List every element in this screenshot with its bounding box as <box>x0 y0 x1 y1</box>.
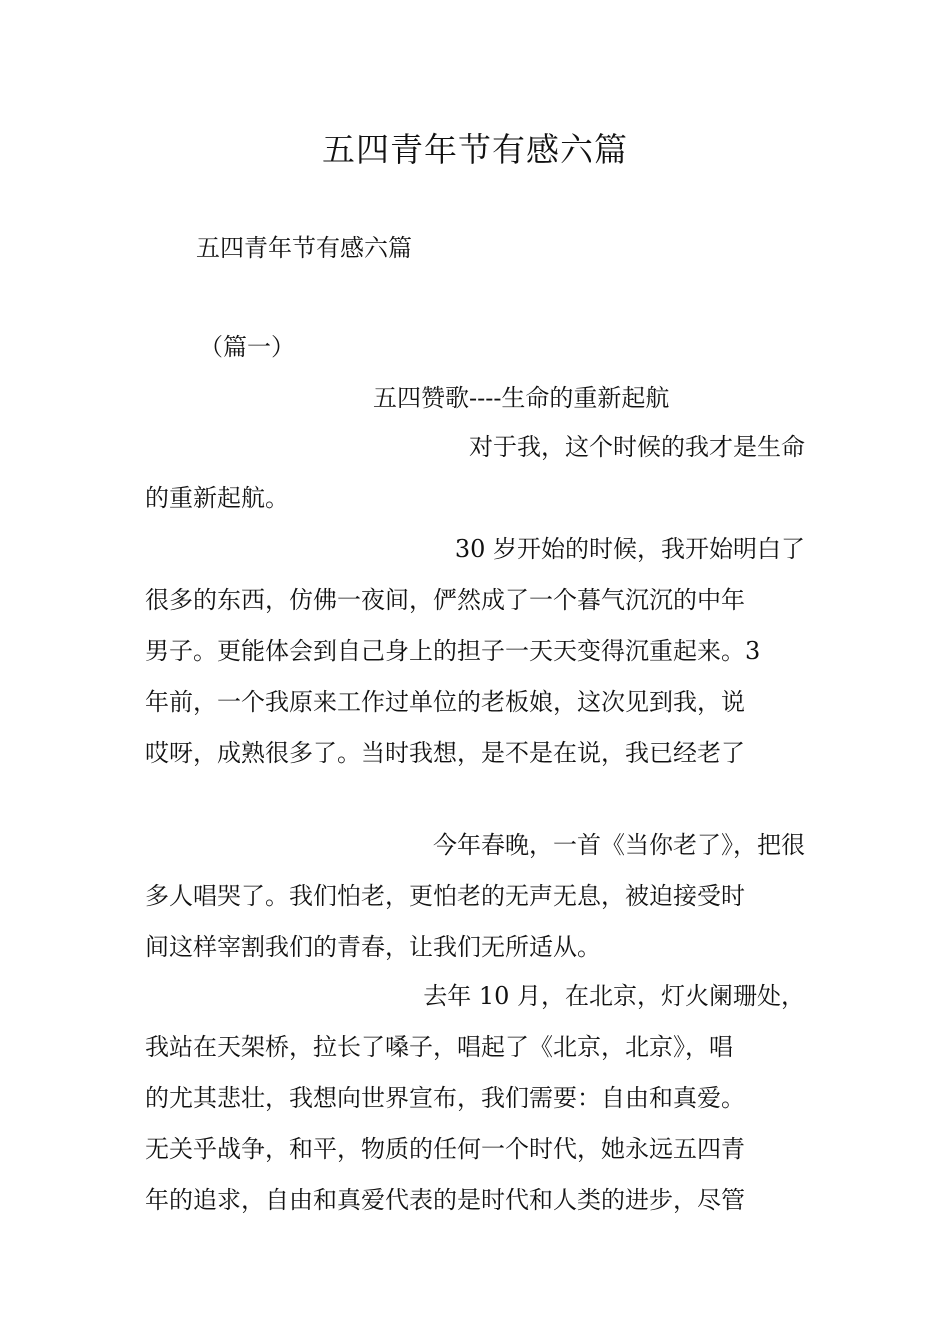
paragraph-line: 男子。更能体会到自己身上的担子一天天变得沉重起来。3 <box>145 637 761 665</box>
paragraph-line: 间这样宰割我们的青春，让我们无所适从。 <box>145 933 601 961</box>
paragraph-line: 今年春晚，一首《当你老了》，把很 <box>433 831 805 859</box>
paragraph-line: 我站在天架桥，拉长了嗓子，唱起了《北京，北京》，唱 <box>145 1033 733 1061</box>
paragraph-4 <box>145 971 805 1226</box>
paragraph-line: 的重新起航。 <box>145 484 289 512</box>
paragraph-line: 去年 10 月，在北京，灯火阑珊处， <box>423 982 805 1010</box>
essay-title: 五四赞歌----生命的重新起航 <box>373 384 670 412</box>
paragraph-line: 无关乎战争，和平，物质的任何一个时代，她永远五四青 <box>145 1135 745 1163</box>
document-subtitle: 五四青年节有感六篇 <box>196 234 412 262</box>
paragraph-line: 多人唱哭了。我们怕老，更怕老的无声无息，被迫接受时 <box>145 882 745 910</box>
paragraph-2 <box>145 524 805 779</box>
paragraph-line: 哎呀，成熟很多了。当时我想，是不是在说，我已经老了 <box>145 739 745 767</box>
paragraph-line: 很多的东西，仿佛一夜间，俨然成了一个暮气沉沉的中年 <box>145 586 745 614</box>
paragraph-1 <box>145 422 805 524</box>
paragraph-line: 对于我，这个时候的我才是生命 <box>469 433 805 461</box>
paragraph-3 <box>145 820 805 973</box>
document-title: 五四青年节有感六篇 <box>322 130 628 169</box>
paragraph-line: 年前，一个我原来工作过单位的老板娘，这次见到我，说 <box>145 688 745 716</box>
paragraph-line: 年的追求，自由和真爱代表的是时代和人类的进步，尽管 <box>145 1186 745 1214</box>
section-label: （篇一） <box>199 333 295 361</box>
paragraph-line: 30 岁开始的时候，我开始明白了 <box>454 535 805 563</box>
paragraph-line: 的尤其悲壮，我想向世界宣布，我们需要：自由和真爱。 <box>145 1084 745 1112</box>
